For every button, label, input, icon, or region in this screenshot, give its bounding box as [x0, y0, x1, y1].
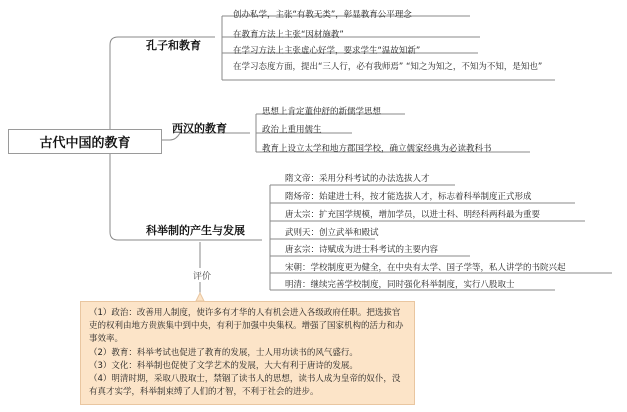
leaf-exam-5[interactable]: 唐玄宗：诗赋成为进士科考试的主要内容 — [285, 245, 439, 255]
leaf-exam-1[interactable]: 隋文帝：采用分科考试的办法选拔人才 — [285, 174, 430, 184]
leaf-exam-6[interactable]: 宋朝：学校制度更为健全，在中央有太学、国子学等，私人讲学的书院兴起 — [285, 263, 566, 273]
evaluation-line-4: （4）明清时期，采取八股取士，禁锢了读书人的思想，读书人成为皇帝的奴仆，没有真才实学，科举制束缚了人们的才智，不利于社会的进步。 — [89, 374, 401, 398]
root-title: 古代中国的教育 — [39, 136, 131, 151]
leaf-han-1[interactable]: 思想上肯定董仲舒的新儒学思想 — [262, 107, 382, 117]
branch-title: 孔子和教育 — [146, 39, 201, 52]
branch-title: 科举制的产生与发展 — [146, 224, 245, 237]
evaluation-callout[interactable] — [80, 301, 415, 405]
branch-imperial-exam[interactable] — [146, 222, 245, 238]
root-node[interactable] — [8, 129, 162, 154]
leaf-confucius-4[interactable]: 在学习态度方面，提出“三人行，必有我师焉” “知之为知之，不知为不知，是知也” — [233, 62, 543, 72]
evaluation-line-1: （1）政治：改善用人制度，使许多有才华的人有机会进入各级政府任职。把选拔官吏的权利由地方贵族集中到中央，有利于加强中央集权。增强了国家机构的活力和办事效率。 — [89, 308, 404, 345]
branch-western-han[interactable] — [172, 120, 227, 136]
leaf-exam-7[interactable]: 明清：继续完善学校制度，同时强化科举制度，实行八股取士 — [285, 280, 515, 290]
callout-pointer — [196, 293, 204, 301]
leaf-exam-3[interactable]: 唐太宗：扩充国学规模，增加学员，以进士科、明经科两科最为重要 — [285, 210, 541, 220]
evaluation-line-3: （3）文化：科举制也促使了文学艺术的发展，大大有利于唐诗的发展。 — [89, 360, 358, 371]
leaf-exam-4[interactable]: 武则天：创立武举和殿试 — [285, 228, 379, 238]
leaf-han-3[interactable]: 教育上设立太学和地方郡国学校，确立儒家经典为必读教科书 — [262, 144, 492, 154]
leaf-exam-2[interactable]: 隋炀帝：始建进士科，按才能选拔人才，标志着科举制度正式形成 — [285, 192, 532, 202]
evaluation-label: 评价 — [193, 272, 212, 282]
branch-title: 西汉的教育 — [172, 122, 227, 135]
leaf-confucius-2[interactable]: 在教育方法上主张“因材施教” — [233, 30, 344, 40]
leaf-confucius-3[interactable]: 在学习方法上主张虚心好学，要求学生“温故知新” — [233, 46, 421, 56]
branch-confucius[interactable] — [146, 37, 201, 53]
leaf-confucius-1[interactable]: 创办私学，主张“有教无类”，彰显教育公平理念 — [233, 10, 412, 20]
leaf-han-2[interactable]: 政治上重用儒生 — [262, 125, 322, 135]
evaluation-line-2: （2）教育：科举考试也促进了教育的发展，士人用功读书的风气盛行。 — [89, 347, 358, 358]
